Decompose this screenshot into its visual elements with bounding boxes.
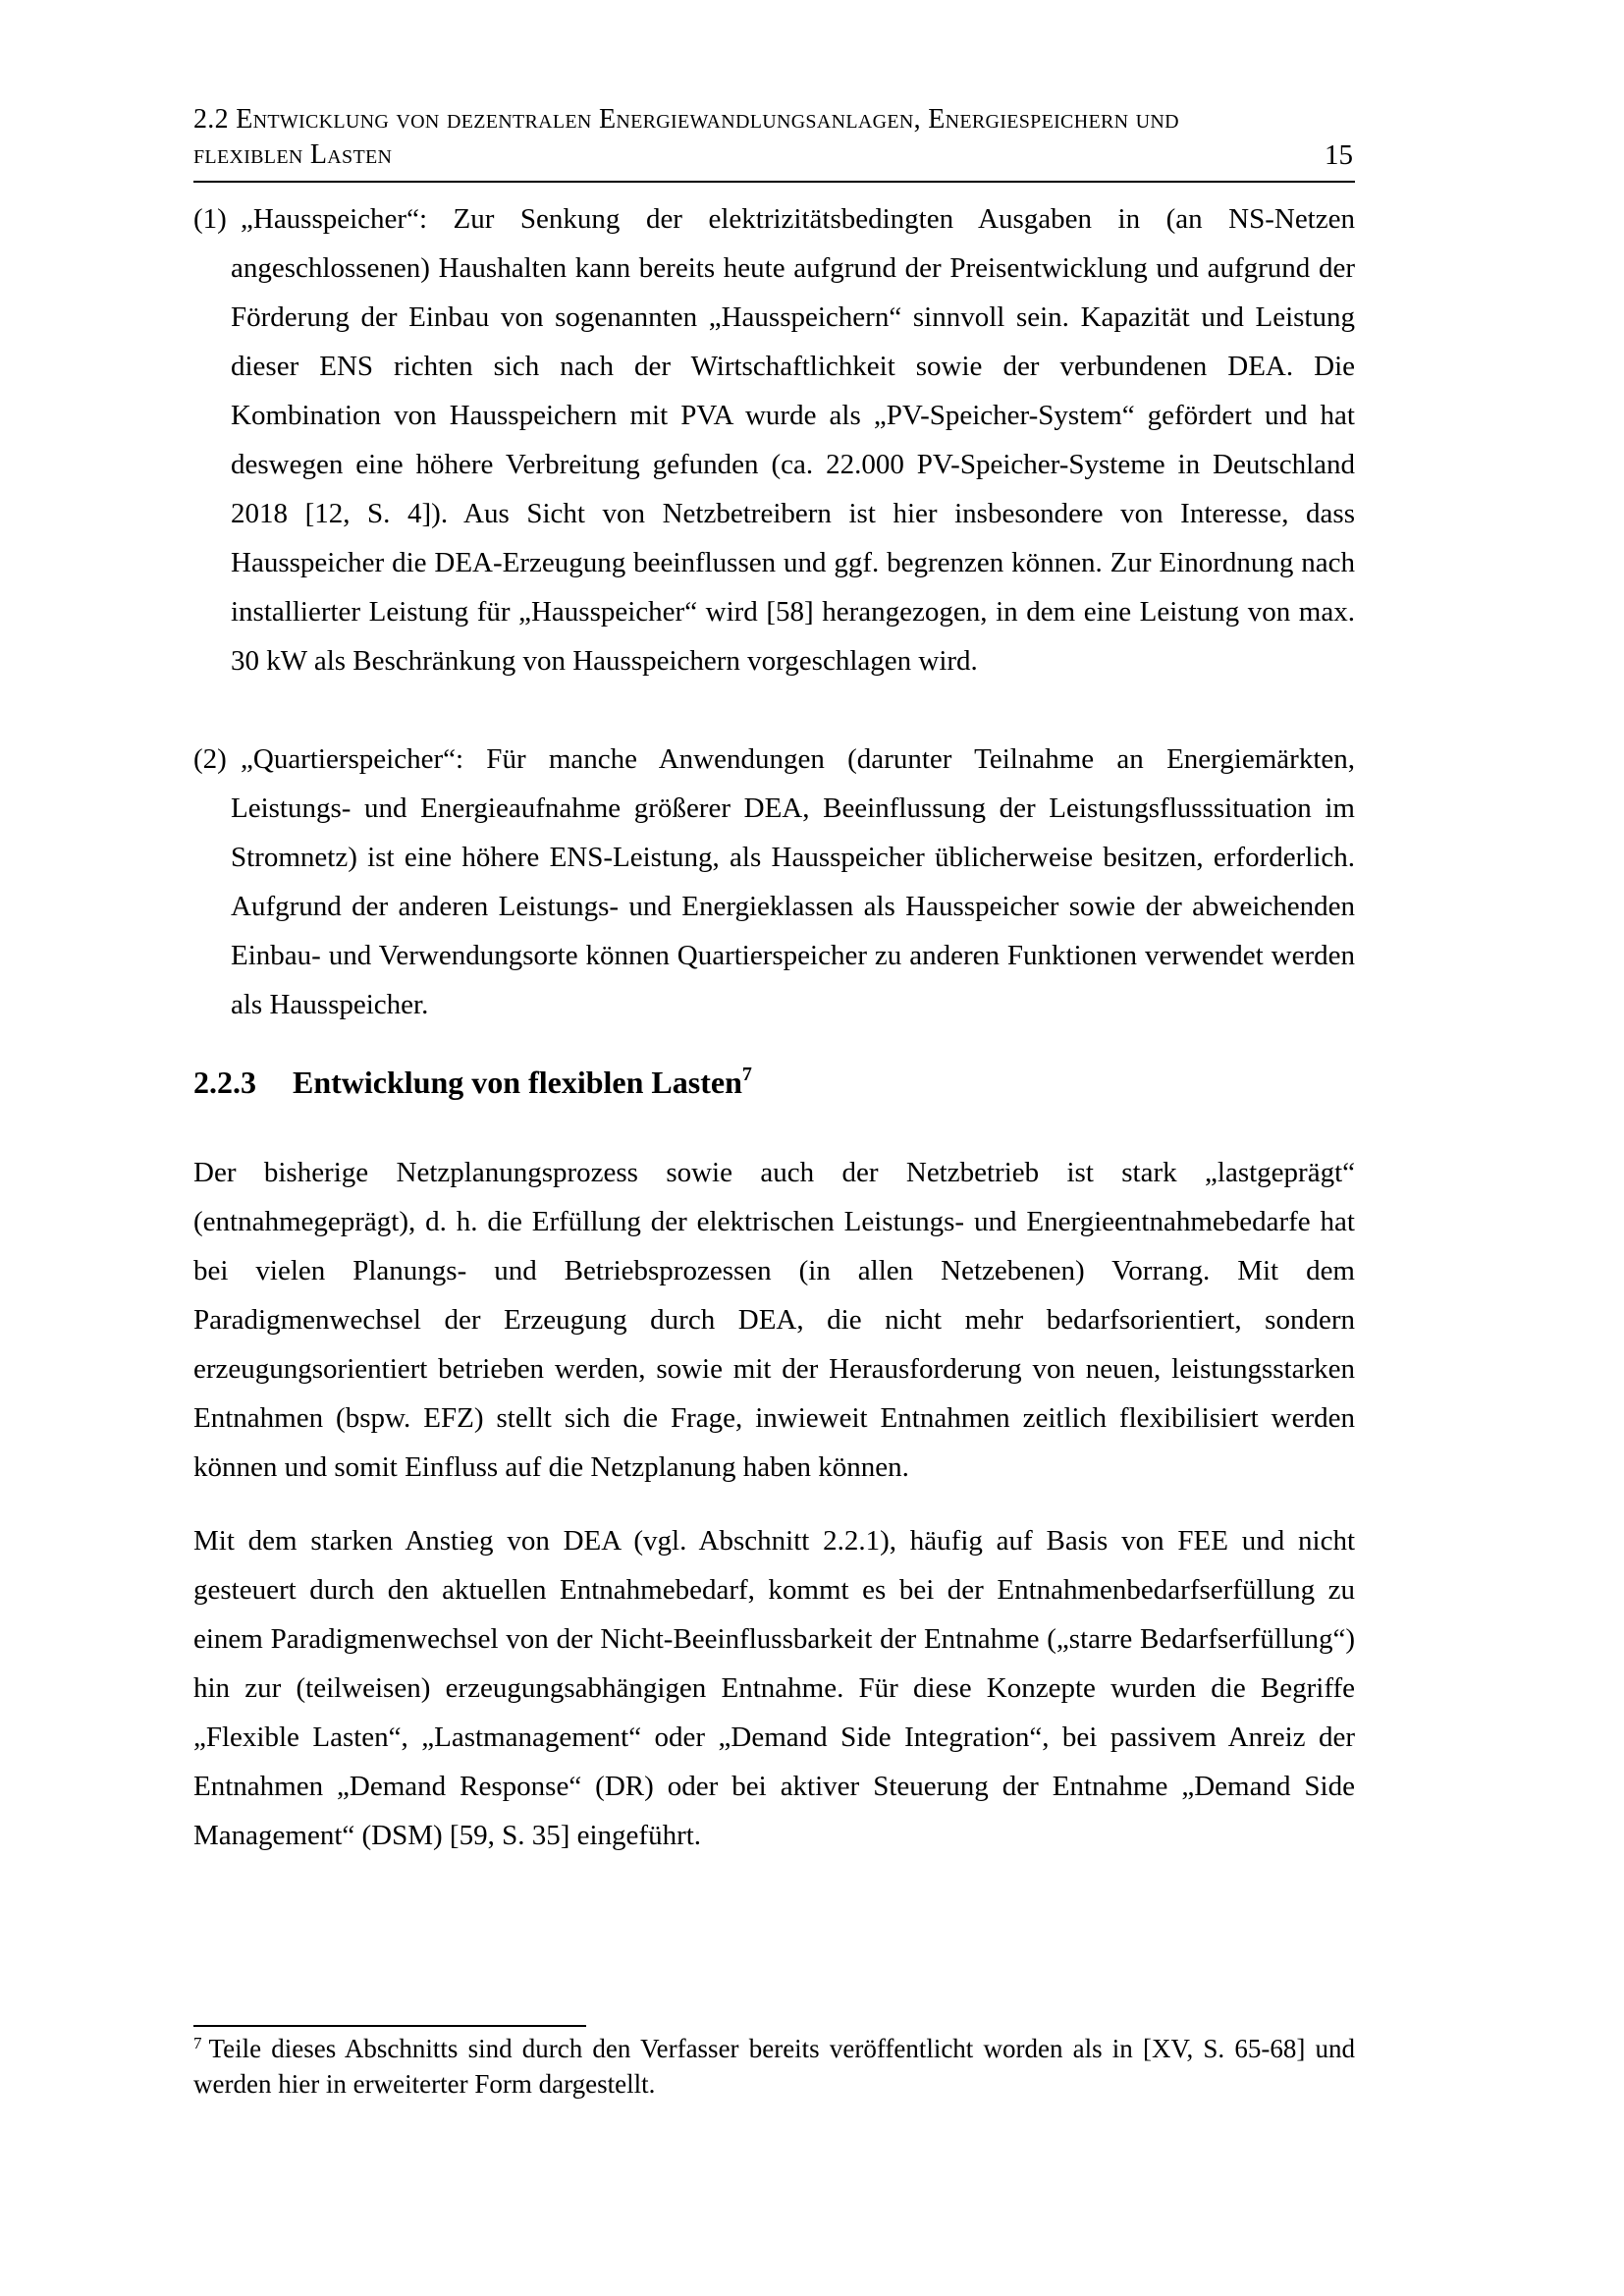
section-heading-title: Entwicklung von flexiblen Lasten — [293, 1065, 742, 1100]
footnote-block — [193, 2025, 1355, 2100]
section-heading-number: 2.2.3 — [193, 1065, 256, 1100]
list-item-2-marker: (2) — [193, 743, 227, 775]
list-item-quartierspeicher — [193, 735, 1355, 1029]
footnote-body: Teile dieses Abschnitts sind durch den Verfasser bereits veröffentlicht worden als in [XV, S. 65-68] und werden hier in erweiterter Form dargestellt. — [193, 2034, 1355, 2099]
footnote-reference: 7 — [741, 1064, 752, 1085]
list-item-hausspeicher — [193, 194, 1355, 735]
paragraph-1: Der bisherige Netzplanungsprozess sowie auch der Netzbetrieb ist stark „lastgeprägt“ (entnahmegeprägt), d. h. die Erfüllung der elektrischen Leistungs- und Energieentnahmebedarfe hat bei vielen Planungs- und Betriebsprozessen (in allen Netzebenen) Vorrang. Mit dem Paradigmenwechsel der Erzeugung durch DEA, die nicht mehr bedarfsorientiert, sondern erzeugungsorientiert betrieben werden, sowie mit der Herausforderung von neuen, leistungsstarken Entnahmen (bspw. EFZ) stellt sich die Frage, inwieweit Entnahmen zeitlich flexibilisiert werden können und somit Einfluss auf die Netzplanung haben können. — [193, 1157, 1355, 1483]
footnote-text — [193, 2033, 1355, 2100]
footnote-separator-rule — [193, 2025, 586, 2027]
list-item-1-marker: (1) — [193, 203, 227, 235]
page-number: 15 — [1325, 139, 1353, 171]
page-content — [193, 194, 1355, 1860]
list-item-2-text: „Quartierspeicher“: Für manche Anwendungen (darunter Teilnahme an Energiemärkten, Leistungs- und Energieaufnahme größerer DEA, Beeinflussung der Leistungsflusssituation im Stromnetz) ist eine höhere ENS-Leistung, als Hausspeicher üblicherweise besitzen, erforderlich. Aufgrund der anderen Leistungs- und Energieklassen als Hausspeicher sowie der abweichenden Einbau- und Verwendungsorte können Quartierspeicher zu anderen Funktionen verwendet werden als Hausspeicher. — [231, 743, 1355, 1020]
running-header — [193, 102, 1355, 183]
list-item-1-text: „Hausspeicher“: Zur Senkung der elektrizitätsbedingten Ausgaben in (an NS-Netzen angeschlossenen) Haushalten kann bereits heute aufgrund der Preisentwicklung und aufgrund der Förderung der Einbau von sogenannten „Hausspeichern“ sinnvoll sein. Kapazität und Leistung dieser ENS richten sich nach der Wirtschaftlichkeit sowie der verbundenen DEA. Die Kombination von Hausspeichern mit PVA wurde als „PV-Speicher-System“ gefördert und hat deswegen eine höhere Verbreitung gefunden (ca. 22.000 PV-Speicher-Systeme in Deutschland 2018 [12, S. 4]). Aus Sicht von Netzbetreibern ist hier insbesondere von Interesse, dass Hausspeicher die DEA-Erzeugung beeinflussen und ggf. begrenzen können. Zur Einordnung nach installierter Leistung für „Hausspeicher“ wird [58] herangezogen, in dem eine Leistung von max. 30 kW als Beschränkung von Hausspeichern vorgeschlagen wird. — [231, 203, 1355, 677]
section-heading — [193, 1063, 1355, 1107]
footnote-marker: 7 — [193, 2034, 202, 2052]
paragraph-2: Mit dem starken Anstieg von DEA (vgl. Abschnitt 2.2.1), häufig auf Basis von FEE und nicht gesteuert durch den aktuellen Entnahmebedarf, kommt es bei der Entnahmenbedarfserfüllung zu einem Paradigmenwechsel von der Nicht-Beeinflussbarkeit der Entnahme („starre Bedarfserfüllung“) hin zur (teilweisen) erzeugungsabhängigen Entnahme. Für diese Konzepte wurden die Begriffe „Flexible Lasten“, „Lastmanagement“ oder „Demand Side Integration“, bei passivem Anreiz der Entnahmen „Demand Response“ (DR) oder bei aktiver Steuerung der Entnahme „Demand Side Management“ (DSM) [59, S. 35] eingeführt. — [193, 1525, 1355, 1851]
running-header-line2: flexiblen Lasten — [193, 139, 393, 170]
running-header-line1: 2.2 Entwicklung von dezentralen Energiewandlungsanlagen, Energiespeichern und — [193, 104, 1179, 135]
